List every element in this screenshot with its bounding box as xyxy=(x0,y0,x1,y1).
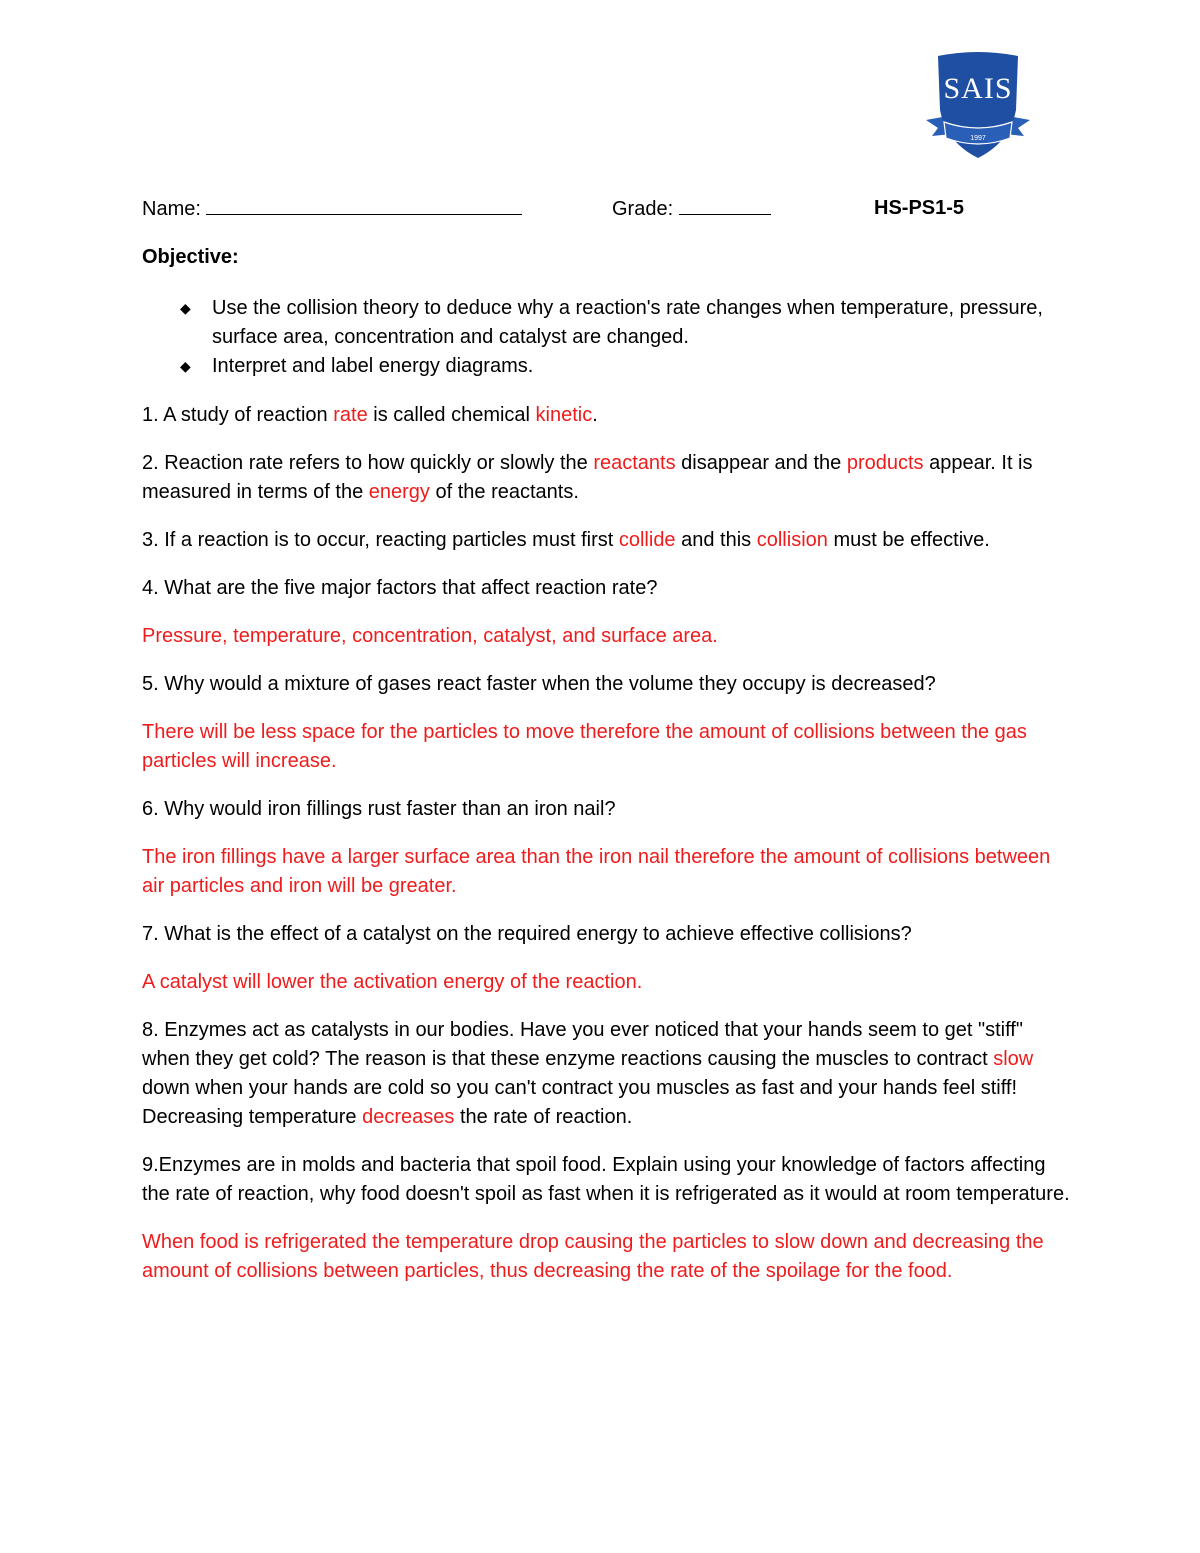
name-label: Name: xyxy=(142,198,201,220)
question-3 xyxy=(142,526,1072,555)
logo-year: 1997 xyxy=(970,135,986,142)
q3-text-a: 3. If a reaction is to occur, reacting particles must first xyxy=(142,529,619,551)
q1-text-e: . xyxy=(592,404,598,426)
answer-6: The iron fillings have a larger surface area than the iron nail therefore the amount of collisions between air particles and iron will be greater. xyxy=(142,846,1051,897)
q1-answer-rate: rate xyxy=(333,404,368,426)
diamond-bullet-icon: ◆ xyxy=(180,358,191,374)
question-4: 4. What are the five major factors that affect reaction rate? xyxy=(142,577,658,599)
worksheet-body xyxy=(142,243,1072,1305)
question-2 xyxy=(142,449,1072,507)
name-blank[interactable] xyxy=(206,196,522,215)
q2-text-c: disappear and the xyxy=(675,452,847,474)
q2-answer-energy: energy xyxy=(368,481,430,503)
q1-text-c: is called chemical xyxy=(367,404,536,426)
answer-7: A catalyst will lower the activation energy of the reaction. xyxy=(142,971,643,993)
question-6: 6. Why would iron fillings rust faster than an iron nail? xyxy=(142,798,616,820)
q8-answer-decreases: decreases xyxy=(362,1106,455,1128)
q2-text-a: 2. Reaction rate refers to how quickly or slowly the xyxy=(142,452,594,474)
grade-label: Grade: xyxy=(612,198,674,220)
question-5: 5. Why would a mixture of gases react faster when the volume they occupy is decreased? xyxy=(142,673,936,695)
name-field-row xyxy=(142,196,522,221)
question-9: 9.Enzymes are in molds and bacteria that spoil food. Explain using your knowledge of factors affecting the rate of reaction, why food doesn't spoil as fast when it is refrigerated as it would at room temperature. xyxy=(142,1154,1070,1205)
q3-answer-collision: collision xyxy=(756,529,828,551)
objective-item xyxy=(142,352,1072,381)
objective-text: Use the collision theory to deduce why a reaction's rate changes when temperature, pressure, surface area, concentration and catalyst are changed. xyxy=(212,297,1043,348)
q3-answer-collide: collide xyxy=(618,529,676,551)
q2-answer-reactants: reactants xyxy=(593,452,676,474)
standard-code: HS-PS1-5 xyxy=(874,197,965,219)
diamond-bullet-icon: ◆ xyxy=(180,300,191,316)
question-1 xyxy=(142,401,1072,430)
grade-blank[interactable] xyxy=(679,196,771,215)
q2-text-e: appear. It is measured in terms of the xyxy=(142,452,1033,503)
grade-field-row xyxy=(612,196,771,221)
q3-text-c: and this xyxy=(675,529,757,551)
answer-5: There will be less space for the particles to move therefore the amount of collisions between the gas particles will increase. xyxy=(142,721,1027,772)
q8-text-a: 8. Enzymes act as catalysts in our bodies. Have you ever noticed that your hands seem to get "stiff" when they get cold? The reason is that these enzyme reactions causing the muscles to contract xyxy=(142,1019,1023,1070)
school-logo xyxy=(922,50,1034,162)
objective-item xyxy=(142,294,1072,352)
q1-text-a: 1. A study of reaction xyxy=(142,404,334,426)
q2-text-g: of the reactants. xyxy=(429,481,579,503)
q8-text-e: the rate of reaction. xyxy=(454,1106,633,1128)
answer-4: Pressure, temperature, concentration, catalyst, and surface area. xyxy=(142,625,718,647)
q1-answer-kinetic: kinetic xyxy=(535,404,593,426)
objective-text: Interpret and label energy diagrams. xyxy=(212,355,534,377)
question-7: 7. What is the effect of a catalyst on the required energy to achieve effective collisions? xyxy=(142,923,912,945)
logo-text: SAIS xyxy=(943,72,1013,105)
q8-answer-slow: slow xyxy=(993,1048,1034,1070)
objective-title: Objective: xyxy=(142,246,239,268)
question-8 xyxy=(142,1016,1072,1132)
q2-answer-products: products xyxy=(846,452,924,474)
objective-list xyxy=(142,294,1072,381)
q8-text-c: down when your hands are cold so you can't contract you muscles as fast and your hands feel stiff! Decreasing temperature xyxy=(142,1077,1018,1128)
answer-9: When food is refrigerated the temperature drop causing the particles to slow down and decreasing the amount of collisions between particles, thus decreasing the rate of the spoilage for the food. xyxy=(142,1231,1044,1282)
q3-text-e: must be effective. xyxy=(827,529,990,551)
